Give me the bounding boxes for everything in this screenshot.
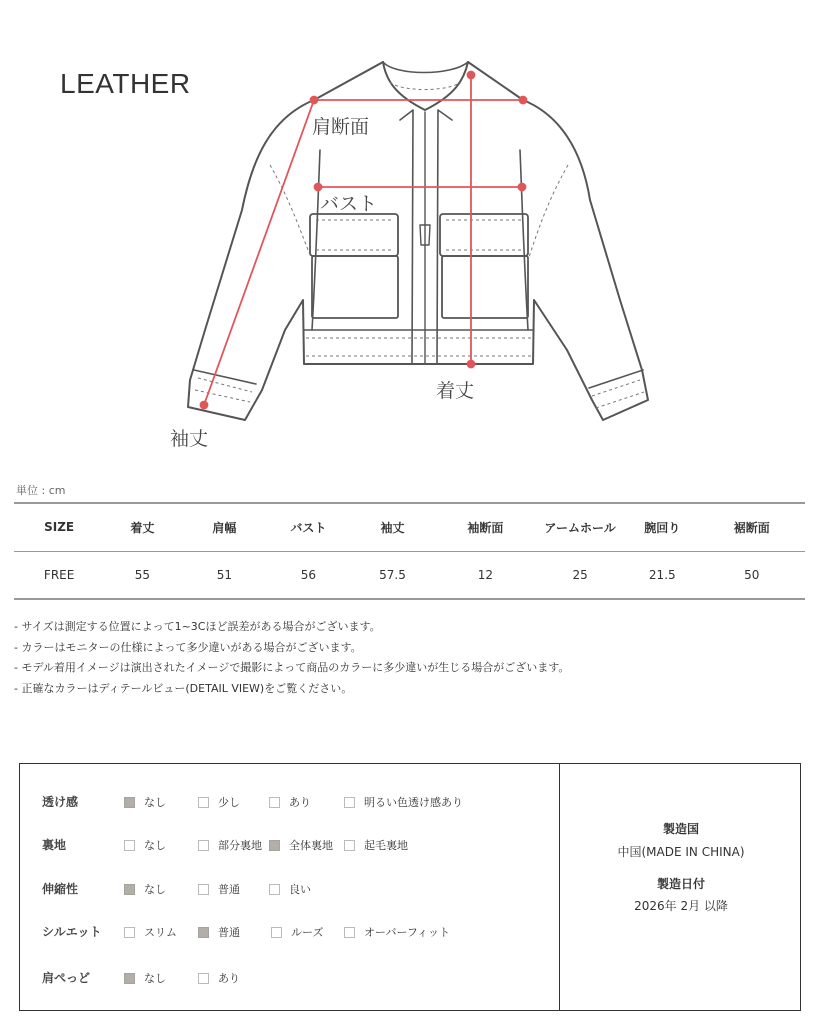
option-label: 部分裏地 [218,839,262,852]
option-label: 明るい色透け感あり [364,796,463,809]
size-header-cell: バスト [268,503,348,551]
length-label: 着丈 [436,380,475,402]
unit-label: 単位 : cm [16,484,66,497]
size-table-header-row [14,503,805,551]
checkbox-unchecked [198,797,209,808]
option-label: 普通 [218,883,240,896]
checkbox-unchecked [269,797,280,808]
date-value: 2026年 2月 以降 [634,899,728,913]
checkbox-checked [269,840,280,851]
option-label: 普通 [218,926,240,939]
size-header-cell: 袖断面 [437,503,535,551]
option-label: なし [144,972,166,985]
size-cell: 12 [437,551,535,599]
size-header-cell: アームホール [534,503,626,551]
option-label: なし [144,839,166,852]
option-label: 全体裏地 [289,839,333,852]
product-title: LEATHER [60,68,191,99]
spec-label-lining: 裏地 [42,838,67,852]
spec-option [124,881,166,897]
spec-option [198,881,240,897]
option-label: なし [144,796,166,809]
bust-label: バスト [320,193,378,215]
spec-option [124,970,166,986]
checkbox-unchecked [124,927,135,938]
checkbox-unchecked [344,840,355,851]
spec-option [344,794,463,810]
size-header-cell: 腕回り [626,503,699,551]
spec-option [124,837,166,853]
checkbox-unchecked [271,927,282,938]
spec-label-shoulder-pad: 肩ぺっど [42,971,91,985]
size-header-cell: SIZE [14,503,104,551]
option-label: 少し [218,796,240,809]
size-cell: 25 [534,551,626,599]
fabric-spec-box [19,763,801,1011]
size-table [14,502,805,600]
size-header-cell: 肩幅 [180,503,268,551]
note-line: - サイズは測定する位置によって1~3Cほど誤差がある場合がございます。 [14,620,381,633]
checkbox-unchecked [344,927,355,938]
option-label: あり [289,796,311,809]
option-label: なし [144,883,166,896]
spec-label-stretch: 伸縮性 [42,882,79,896]
checkbox-checked [124,797,135,808]
size-cell: 50 [699,551,805,599]
option-label: 起毛裏地 [364,839,408,852]
checkbox-unchecked [124,840,135,851]
spec-label-silhouette: シルエット [42,925,102,939]
spec-option [198,794,240,810]
sleeve-measure-line [204,100,314,405]
checkbox-unchecked [269,884,280,895]
option-label: スリム [144,926,177,939]
table-row [14,551,805,599]
checkbox-unchecked [198,973,209,984]
size-cell: FREE [14,551,104,599]
spec-option [198,924,240,940]
size-cell: 55 [104,551,180,599]
jacket-outline [188,62,648,420]
option-label: あり [218,972,240,985]
date-heading: 製造日付 [656,877,705,891]
size-notes [14,617,569,699]
checkbox-unchecked [344,797,355,808]
note-line: - カラーはモニターの仕様によって多少違いがある場合がございます。 [14,640,362,654]
spec-label-sheerness: 透け感 [42,795,79,809]
sleeve-label: 袖丈 [170,428,209,450]
spec-option [271,924,323,940]
size-cell: 57.5 [348,551,436,599]
checkbox-checked [124,884,135,895]
option-label: 良い [289,883,311,896]
option-label: オーバーフィット [364,926,451,939]
checkbox-unchecked [198,884,209,895]
checkbox-unchecked [198,840,209,851]
spec-option [198,970,240,986]
spec-option [269,794,311,810]
option-label: ルーズ [291,926,324,939]
size-cell: 21.5 [626,551,699,599]
country-value: 中国(MADE IN CHINA) [617,845,745,859]
jacket-measurement-diagram [0,0,820,470]
spec-option [124,924,177,940]
size-header-cell: 着丈 [104,503,180,551]
country-heading: 製造国 [662,822,699,836]
note-line: - 正確なカラーはディテールビュー(DETAIL VIEW)をご覧ください。 [14,681,353,695]
spec-option [344,924,450,940]
checkbox-checked [198,927,209,938]
spec-option [269,881,311,897]
spec-option [269,837,333,853]
size-cell: 56 [268,551,348,599]
spec-option [198,837,262,853]
spec-option [344,837,408,853]
checkbox-checked [124,973,135,984]
shoulder-label: 肩断面 [312,116,370,138]
size-header-cell: 裾断面 [699,503,805,551]
spec-option [124,794,166,810]
size-cell: 51 [180,551,268,599]
note-line: - モデル着用イメージは演出されたイメージで撮影によって商品のカラーに多少違いが生じる場合がございます。 [14,661,570,674]
size-header-cell: 袖丈 [348,503,436,551]
